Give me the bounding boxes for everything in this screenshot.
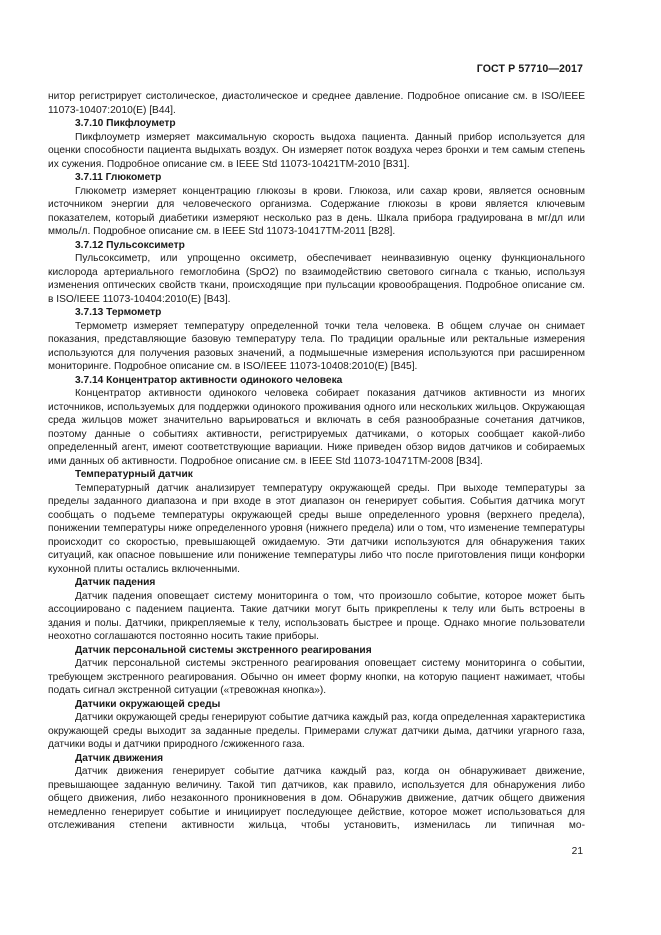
subsection-heading: Датчик движения [75,752,164,764]
section-heading: 3.7.11 Глюкометр [75,172,162,183]
subsection-heading: Датчики окружающей среды [75,698,221,710]
paragraph: Термометр измеряет температуру определенной точки тела человека. В общем случае он снимает показания, представляющие базовую температуру тела. По традиции оральные или ректальные измерения используются для получения разовых значений, а подмышечные измерения используются при расширенном мониторинге. Подробное описание см. в ISO/IEEE 11073-10408:2010(E) [B45]. [48,320,585,372]
paragraph: Датчики окружающей среды генерируют событие датчика каждый раз, когда определенная характеристика окружающей среды выходит за заданные пределы. Примерами служат датчики дыма, датчики угарного газа, датчики воды и датчики природного /сжиженного газа. [48,712,586,750]
standard-designation: ГОСТ Р 57710—2017 [476,63,583,75]
paragraph: Пульсоксиметр, или упрощенно оксиметр, обеспечивает неинвазивную оценку функционального кислорода артериального гемоглобина (SpO2) по взаимодействию светового сигнала с тканью, используя изменения оптических свойств ткани, происходящие при пульсации кровообращения. Подробное описание см. в ISO/IEEE 11073-10404:2010(E) [B43]. [48,253,585,305]
section-heading: 3.7.10 Пикфлоуметр [75,118,176,129]
section-heading: 3.7.14 Концентратор активности одинокого человека [75,374,343,386]
subsection-heading: Температурный датчик [75,469,193,480]
paragraph: Температурный датчик анализирует температуру окружающей среды. При выходе температуры за пределы заданного диапазона и при входе в этот диапазон он генерирует события. События датчика могут сообщать о подъеме температуры окружающей среды выше определенного уровня (верхнего предела), понижении температуры ниже определенного уровня (нижнего предела) или о том, что изменение температуры происходит со скоростью, превышающей ожидаемую. Эти датчики используются для обнаружения таких ситуаций, как опасное повышение или понижение температуры либо что после приготовления пищи конфорки кухонной плиты остались включенными. [48,482,585,575]
paragraph: Концентратор активности одинокого человека собирает показания датчиков активности из многих источников, используемых для поддержки одинокого проживания одного или нескольких жильцов. Окружающая среда жильцов может значительно варьироваться и включать в себя разнообразные сочетания датчиков, поэтому данные о событиях активности, регистрируемых датчиками, о которых сообщает какой-либо определенный агент, имеют соответствующие вариации. Ниже приведен обзор видов датчиков и собираемых ими данных об активности. Подробное описание см. в IEEE Std 11073-10471TM-2008 [B34]. [48,388,585,467]
paragraph: нитор регистрирует систолическое, диастолическое и среднее давление. Подробное описание см. в ISO/IEEE 11073-10407:2010(E) [B44]. [48,91,585,116]
document-body [48,90,585,833]
page-number: 21 [571,846,583,857]
section-heading: 3.7.12 Пульсоксиметр [75,239,185,251]
paragraph: Датчик персональной системы экстренного реагирования оповещает систему мониторинга о событии, требующем экстренного реагирования. Обычно он имеет форму кнопки, на которую пациент нажимает, чтобы подать сигнал экстренной ситуации («тревожная кнопка»). [48,658,585,696]
paragraph: Глюкометр измеряет концентрацию глюкозы в крови. Глюкоза, или сахар крови, является основным источником энергии для человеческого организма. Содержание глюкозы в крови является ключевым показателем, который диабетики измеряют несколько раз в день. Шкала прибора градуирована в мг/дл или ммоль/л. Подробное описание см. в IEEE Std 11073-10417TM-2011 [B28]. [48,185,585,237]
paragraph: Пикфлоуметр измеряет максимальную скорость выдоха пациента. Данный прибор используется для оценки способности пациента выдыхать воздух. Он измеряет поток воздуха через бронхи и тем самым степень их сужения. Подробное описание см. в IEEE Std 11073-10421TM-2010 [B31]. [48,131,585,170]
subsection-heading: Датчик падения [75,577,156,588]
paragraph: Датчик движения генерирует событие датчика каждый раз, когда он обнаруживает движение, превышающее заданную величину. Такой тип датчиков, как правило, используется для обнаружения либо общего движения, либо незаконного проникновения в дом. Обнаружив движение, датчик общего движения немедленно генерирует событие и инициирует последующее действие, которое может использоваться для отслеживания степени активности жильца, чтобы установить, изменилась ли типичная мо- [48,766,585,831]
paragraph: Датчик падения оповещает систему мониторинга о том, что произошло событие, которое может быть ассоциировано с падением пациента. Такие датчики могут быть прикреплены к телу или быть встроены в здания и полы. Датчики, прикрепляемые к телу, использовать быстрее и проще. Однако многие пользователи неохотно соглашаются постоянно носить такие приборы. [48,590,585,642]
section-heading: 3.7.13 Термометр [75,307,162,318]
subsection-heading: Датчик персональной системы экстренного реагирования [75,644,372,656]
